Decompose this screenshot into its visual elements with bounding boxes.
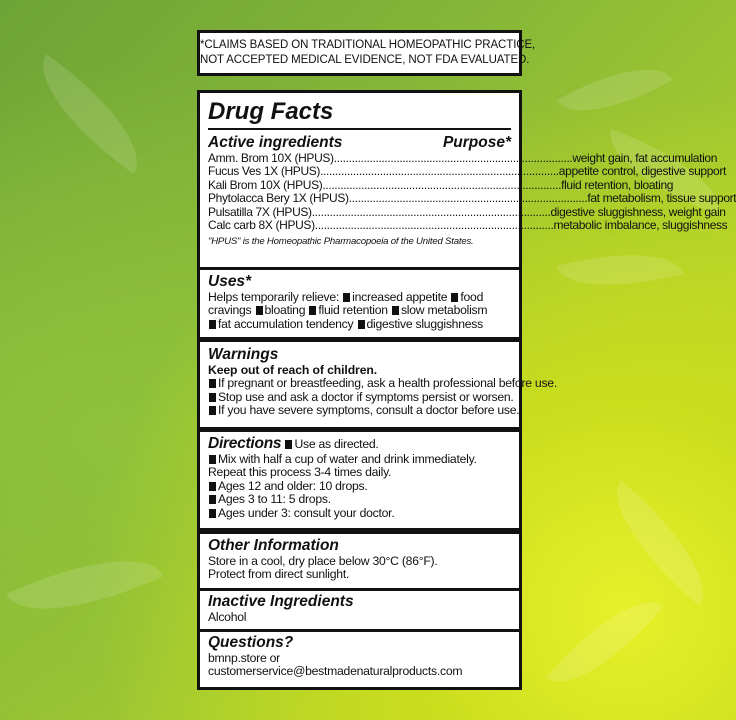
uses-item: cravings	[208, 303, 252, 318]
ingredient-purpose: appetite control, digestive support	[558, 164, 726, 179]
directions-item	[208, 493, 511, 506]
email-text: customerservice@bestmadenaturalproducts.com	[208, 664, 463, 679]
leader-dots	[349, 192, 588, 206]
bullet-square-icon	[285, 440, 292, 449]
leader-dots	[322, 179, 561, 193]
leaf-decoration	[557, 235, 683, 305]
bullet-square-icon	[358, 320, 365, 329]
directions-item	[208, 480, 511, 493]
warnings-section	[200, 342, 557, 427]
bullet-square-icon	[209, 509, 216, 518]
ingredient-row	[208, 177, 674, 193]
ingredient-row	[208, 204, 726, 220]
bullet-square-icon	[209, 406, 216, 415]
bullet-square-icon	[209, 482, 216, 491]
uses-heading: Uses*	[208, 273, 252, 290]
leaf-decoration	[19, 54, 161, 174]
bullet-square-icon	[209, 320, 216, 329]
leaf-decoration	[546, 578, 663, 706]
bullet-square-icon	[209, 455, 216, 464]
inactive-ingredients-value: Alcohol	[208, 610, 247, 624]
directions-header-line	[208, 435, 511, 453]
ingredient-name: Pulsatilla 7X (HPUS)	[208, 204, 312, 219]
uses-item: fluid retention	[318, 303, 388, 318]
bullet-square-icon	[209, 495, 216, 504]
questions-section	[200, 632, 519, 687]
active-ingredients-section	[200, 93, 736, 267]
ingredient-purpose: fluid retention, bloating	[561, 177, 674, 192]
ingredient-name: Kali Brom 10X (HPUS)	[208, 177, 323, 192]
directions-age: Ages under 3: consult your doctor.	[218, 505, 395, 520]
warning-text: Stop use and ask a doctor if symptoms persist or worsen.	[218, 389, 514, 404]
ingredient-purpose: digestive sluggishness, weight gain	[550, 204, 726, 219]
hpus-note: "HPUS" is the Homeopathic Pharmacopoeia of the United States.	[208, 236, 474, 248]
directions-first: Use as directed.	[294, 437, 379, 451]
ingredient-name: Fucus Ves 1X (HPUS)	[208, 164, 321, 179]
directions-mix: Mix with half a cup of water and drink immediately.	[218, 452, 477, 466]
warning-text: If you have severe symptoms, consult a doctor before use.	[218, 403, 520, 418]
leaf-decoration	[557, 45, 672, 135]
inactive-ingredients-heading: Inactive Ingredients	[208, 593, 354, 610]
claims-disclaimer	[197, 30, 536, 76]
bullet-square-icon	[309, 306, 316, 315]
bullet-square-icon	[209, 379, 216, 388]
leaf-decoration	[592, 480, 729, 605]
warning-item	[208, 376, 557, 391]
bullet-square-icon	[256, 306, 263, 315]
uses-line	[208, 291, 511, 304]
active-ingredients-heading: Active ingredients	[208, 133, 343, 151]
active-ingredients-header	[208, 134, 511, 152]
warnings-heading: Warnings	[208, 346, 279, 363]
uses-line	[208, 304, 511, 317]
directions-heading: Directions	[208, 435, 282, 452]
bullet-square-icon	[392, 306, 399, 315]
leader-dots	[320, 165, 559, 179]
uses-item: bloating	[264, 303, 306, 318]
title-divider	[208, 128, 511, 130]
directions-repeat: Repeat this process 3-4 times daily.	[208, 465, 392, 480]
directions-item	[208, 507, 511, 520]
bullet-square-icon	[209, 393, 216, 402]
leader-dots	[312, 206, 551, 220]
uses-line	[208, 318, 511, 331]
ingredient-purpose: metabolic imbalance, sluggishness	[553, 218, 728, 233]
uses-item: increased appetite	[352, 290, 448, 304]
drug-facts-title: Drug Facts	[208, 98, 334, 125]
other-information-section	[200, 534, 519, 588]
directions-age: Ages 3 to 11: 5 drops.	[218, 492, 331, 507]
ingredient-name: Phytolacca Bery 1X (HPUS)	[208, 191, 349, 206]
inactive-ingredients-section	[200, 591, 519, 629]
uses-intro: Helps temporarily relieve:	[208, 290, 339, 304]
ingredient-row	[208, 218, 728, 233]
website-text: bmnp.store or	[208, 651, 280, 665]
ingredient-row	[208, 191, 736, 206]
directions-section	[200, 432, 519, 528]
storage-line: Store in a cool, dry place below 30°C (86°F).	[208, 554, 438, 568]
ingredient-row	[208, 150, 718, 166]
disclaimer-line-2: NOT ACCEPTED MEDICAL EVIDENCE, NOT FDA EVALUATED.	[200, 53, 530, 66]
uses-item: fat accumulation tendency	[218, 316, 354, 331]
uses-section	[200, 270, 519, 337]
keep-out-of-reach: Keep out of reach of children.	[208, 363, 377, 377]
other-information-heading: Other Information	[208, 537, 339, 554]
leader-dots	[334, 152, 573, 166]
uses-item: digestive sluggishness	[366, 316, 483, 331]
directions-age: Ages 12 and older: 10 drops.	[218, 478, 368, 493]
warning-item	[208, 403, 520, 418]
directions-item	[208, 453, 511, 466]
ingredient-name: Amm. Brom 10X (HPUS)	[208, 150, 334, 165]
ingredient-purpose: fat metabolism, tissue support	[587, 191, 736, 206]
warning-text: If pregnant or breastfeeding, ask a health professional before use.	[218, 376, 557, 391]
ingredient-purpose: weight gain, fat accumulation	[572, 150, 718, 165]
leader-dots	[315, 219, 554, 233]
uses-item: slow metabolism	[400, 303, 488, 318]
sunlight-line: Protect from direct sunlight.	[208, 567, 350, 582]
disclaimer-line-1: *CLAIMS BASED ON TRADITIONAL HOMEOPATHIC PRACTICE,	[200, 39, 536, 51]
bullet-square-icon	[343, 293, 350, 302]
warning-item	[208, 389, 514, 404]
bullet-square-icon	[451, 293, 458, 302]
leaf-decoration	[6, 531, 163, 640]
purpose-heading: Purpose*	[442, 133, 511, 151]
uses-item: food	[460, 290, 484, 304]
questions-heading: Questions?	[208, 634, 294, 651]
ingredient-row	[208, 164, 726, 179]
ingredient-name: Calc carb 8X (HPUS)	[208, 218, 315, 233]
